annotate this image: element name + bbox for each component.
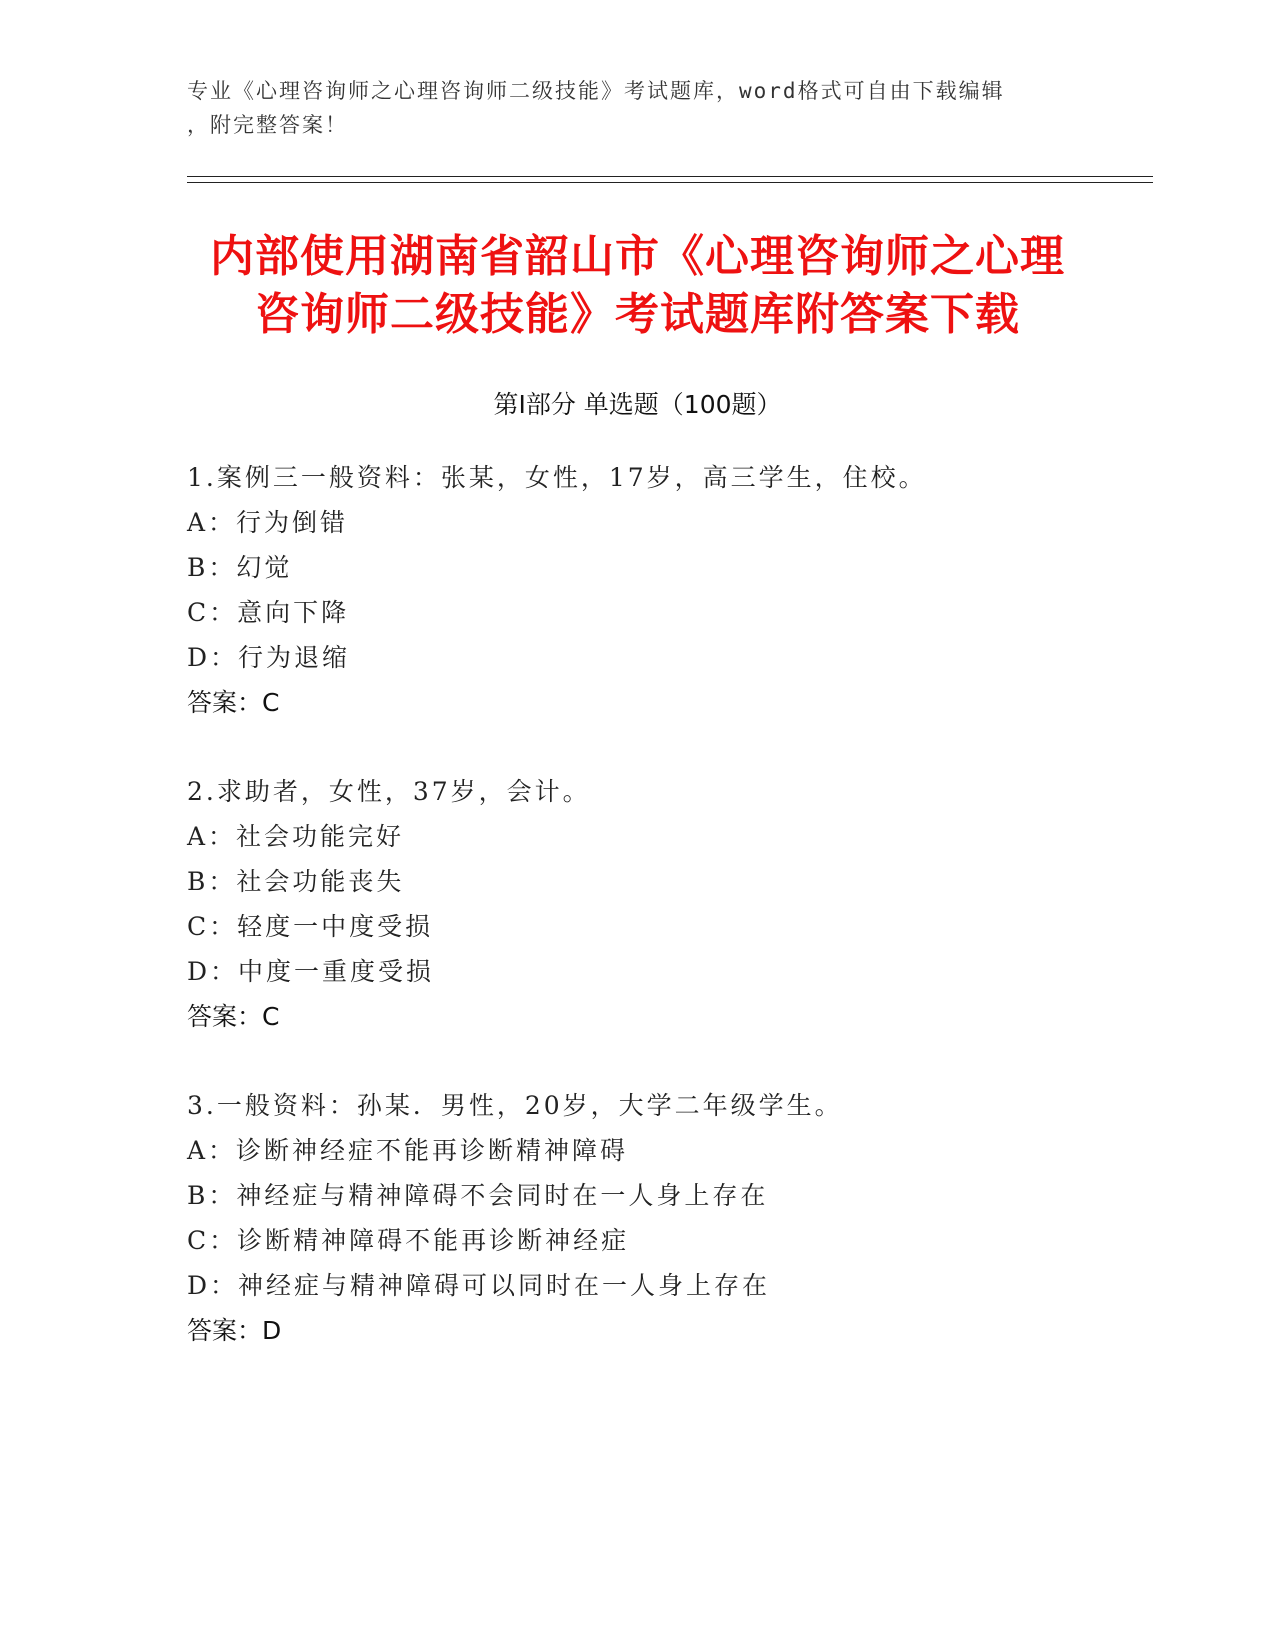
header-note [187,74,1067,142]
header-divider-top [187,176,1153,177]
option-a: A：诊断神经症不能再诊断精神障碍 [187,1136,629,1165]
option-b: B：幻觉 [187,553,293,582]
header-note-line1: 专业《心理咨询师之心理咨询师二级技能》考试题库，word格式可自由下载编辑 [187,79,1005,103]
option-a: A：社会功能完好 [187,822,405,851]
question-stem: 2.求助者，女性，37岁，会计。 [187,777,591,806]
document-title-line2: 咨询师二级技能》考试题库附答案下载 [255,289,1020,340]
option-c: C：诊断精神障碍不能再诊断神经症 [187,1226,630,1255]
question-stem: 1.案例三一般资料：张某，女性，17岁，高三学生，住校。 [187,463,927,492]
option-b: B：社会功能丧失 [187,867,405,896]
section-heading: 第Ⅰ部分 单选题（100题） [493,390,782,419]
option-d: D：中度一重度受损 [187,957,435,986]
option-a: A：行为倒错 [187,508,349,537]
question-2 [187,769,1147,1039]
header-note-line2: ，附完整答案！ [187,113,348,137]
option-b: B：神经症与精神障碍不会同时在一人身上存在 [187,1181,769,1210]
header-divider-bottom [187,182,1153,183]
document-title [150,228,1125,344]
document-title-line1: 内部使用湖南省韶山市《心理咨询师之心理 [210,231,1065,282]
option-c: C：意向下降 [187,598,350,627]
question-1 [187,455,1147,725]
option-c: C：轻度一中度受损 [187,912,434,941]
answer: 答案：C [187,1002,280,1031]
answer: 答案：D [187,1316,282,1345]
answer: 答案：C [187,688,280,717]
question-stem: 3.一般资料：孙某．男性，20岁，大学二年级学生。 [187,1091,843,1120]
question-3 [187,1083,1147,1353]
option-d: D：行为退缩 [187,643,351,672]
option-d: D：神经症与精神障碍可以同时在一人身上存在 [187,1271,771,1300]
